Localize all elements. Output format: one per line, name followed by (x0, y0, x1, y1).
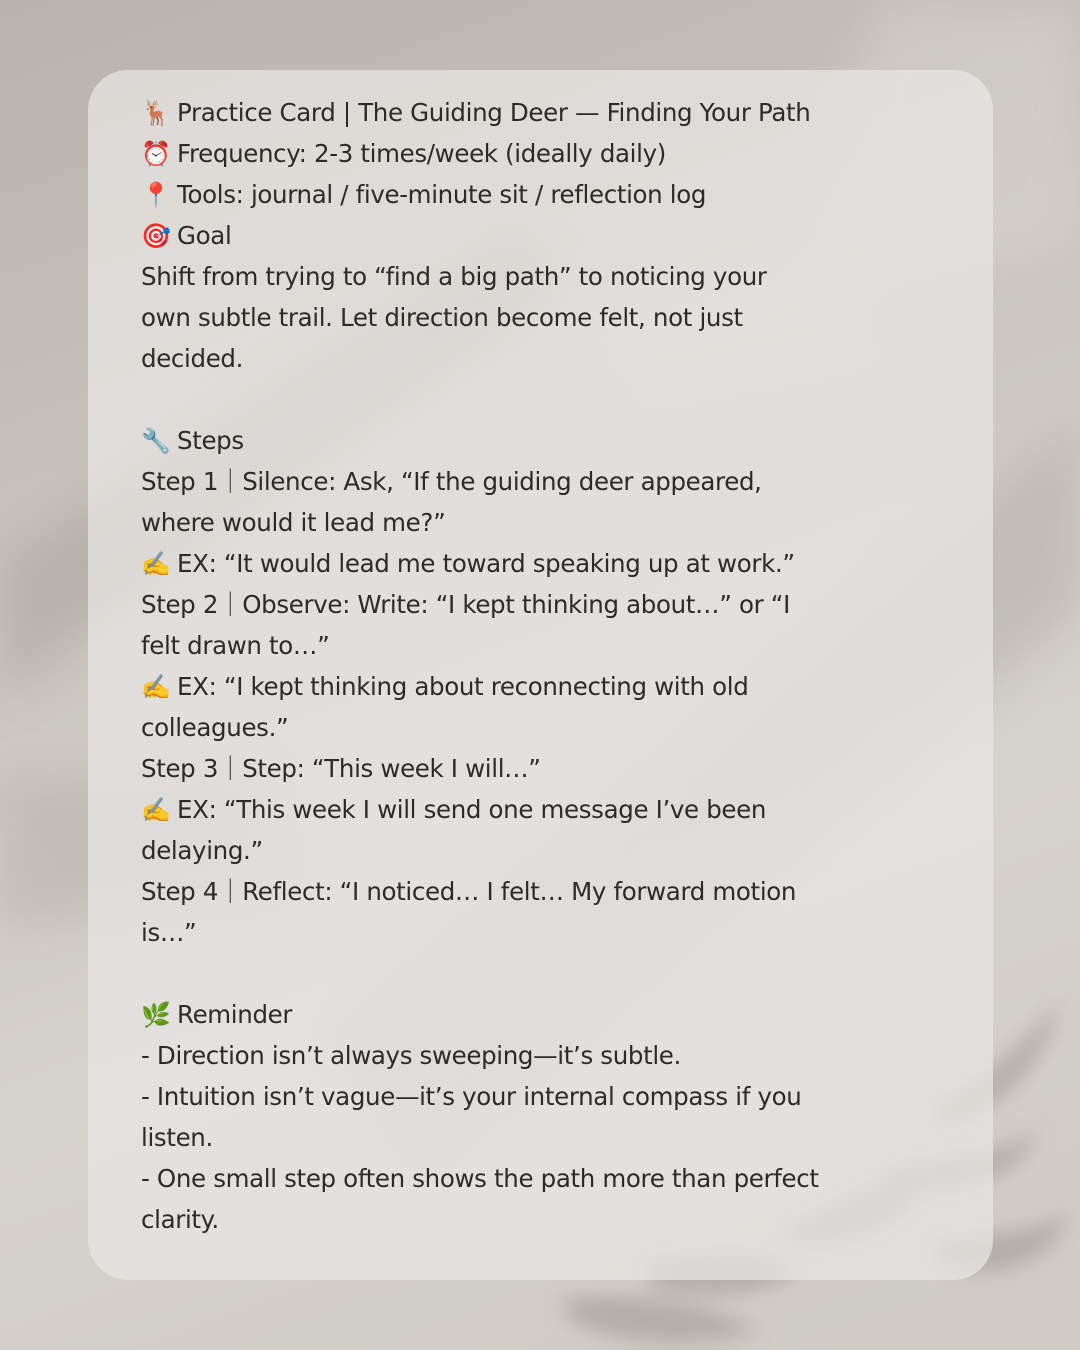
goal-text-line: decided. (141, 344, 244, 373)
steps-heading-text: Steps (177, 426, 244, 455)
steps-heading (141, 420, 949, 461)
writing-hand-icon: ✍️ (141, 550, 171, 578)
example-text: EX: “I kept thinking about reconnecting with old (177, 672, 749, 701)
spacer (141, 379, 949, 420)
step-line: Step 3｜Step: “This week I will…” (141, 754, 541, 783)
step-line: colleagues.” (141, 713, 289, 742)
alarm-clock-icon: ⏰ (141, 140, 171, 168)
example-line (141, 543, 949, 584)
example-text: EX: “This week I will send one message I’ve been (177, 795, 767, 824)
card-title-text: Practice Card | The Guiding Deer — Finding Your Path (177, 98, 811, 127)
practice-card (88, 70, 993, 1280)
reminder-line: - One small step often shows the path more than perfect (141, 1164, 819, 1193)
step-line: Step 1｜Silence: Ask, “If the guiding deer appeared, (141, 467, 762, 496)
goal-text-line: Shift from trying to “find a big path” to noticing your (141, 262, 767, 291)
step-line: felt drawn to…” (141, 631, 330, 660)
pin-icon: 📍 (141, 181, 171, 209)
deer-icon: 🦌 (141, 99, 171, 127)
herb-icon: 🌿 (141, 1001, 171, 1029)
step-line: delaying.” (141, 836, 263, 865)
frequency-text: Frequency: 2-3 times/week (ideally daily) (177, 139, 666, 168)
reminder-heading (141, 994, 949, 1035)
reminder-line: - Intuition isn’t vague—it’s your internal compass if you (141, 1082, 802, 1111)
tools-text: Tools: journal / five-minute sit / reflection log (177, 180, 707, 209)
step-line: is…” (141, 918, 197, 947)
reminder-line: listen. (141, 1123, 213, 1152)
frequency-line (141, 133, 949, 174)
reminder-line: - Direction isn’t always sweeping—it’s subtle. (141, 1041, 681, 1070)
step-line: Step 2｜Observe: Write: “I kept thinking about…” or “I (141, 590, 791, 619)
goal-heading-text: Goal (177, 221, 232, 250)
reminder-line: clarity. (141, 1205, 219, 1234)
reminder-heading-text: Reminder (177, 1000, 293, 1029)
spacer (141, 953, 949, 994)
wrench-icon: 🔧 (141, 427, 171, 455)
example-line (141, 666, 949, 707)
example-line (141, 789, 949, 830)
goal-heading (141, 215, 949, 256)
tools-line (141, 174, 949, 215)
example-text: EX: “It would lead me toward speaking up at work.” (177, 549, 795, 578)
step-line: where would it lead me?” (141, 508, 446, 537)
writing-hand-icon: ✍️ (141, 796, 171, 824)
target-icon: 🎯 (141, 222, 171, 250)
step-line: Step 4｜Reflect: “I noticed… I felt… My forward motion (141, 877, 797, 906)
goal-text-line: own subtle trail. Let direction become felt, not just (141, 303, 743, 332)
writing-hand-icon: ✍️ (141, 673, 171, 701)
card-title (141, 92, 949, 133)
